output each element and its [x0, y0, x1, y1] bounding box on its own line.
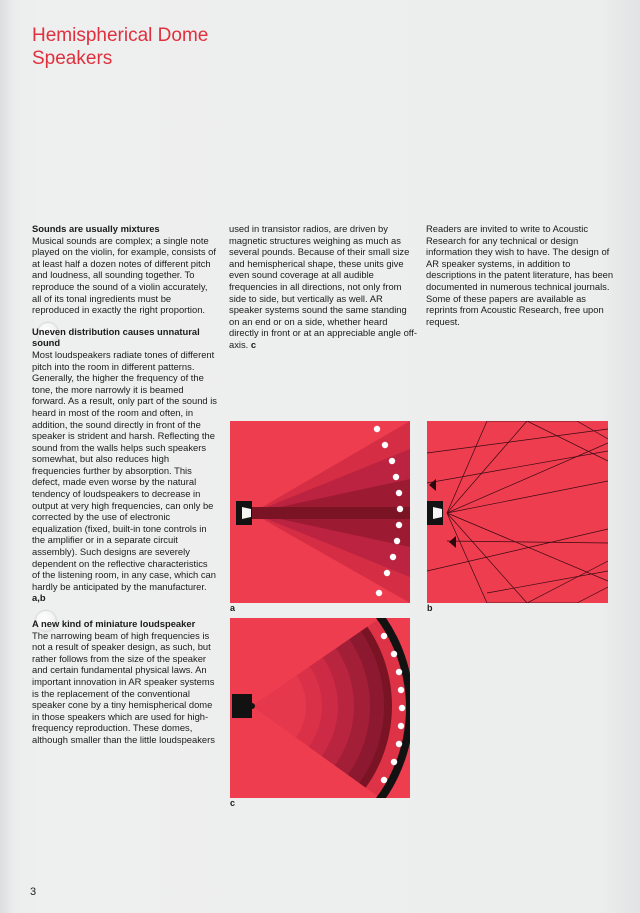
section-mixtures [32, 223, 218, 316]
page-title: Hemispherical Dome Speakers [32, 25, 209, 69]
section-heading-distribution: Uneven distribution causes unnatural sound [32, 325, 200, 349]
figure-b-diagram [427, 421, 608, 603]
section-body-mixtures: Musical sounds are complex; a single note played on the violin, for example, consists of at least half a dozen notes of different pitch and loudness, all sounding together. To reproduce the sound of a violin accurately, all of its tonal ingredients must be reproduced in exactly the right proportion. [32, 234, 216, 316]
text-column-2 [229, 223, 417, 351]
text-column-1 [32, 223, 218, 746]
section-distribution [32, 326, 218, 604]
section-heading-mixtures: Sounds are usually mixtures [32, 223, 160, 234]
column-2-body: used in transistor radios, are driven by magnetic structures weighing as much as several pounds. Because of their small size and hemispherical shape, these units give even sound coverage at all audible frequencies in all directions, not only from side to side, but vertically as well. AR speaker systems sound the same standing on an end or on a side, whether heard directly in front or at an appreciable angle off-axis. [229, 223, 417, 350]
figure-a-diagram [230, 421, 410, 603]
figure-ref-c: c [250, 338, 257, 350]
section-body-miniature: The narrowing beam of high frequencies is not a result of speaker design, as such, but rather follows from the size of the speaker and certain fundamental physical laws. An important innovation in AR speaker systems is the replacement of the conventional speaker cone by a tiny hemispherical dome in those speakers which are used for high-frequency reproduction. These domes, although smaller than the little loudspeakers [32, 629, 215, 745]
figure-a-label: a [230, 603, 236, 613]
section-heading-miniature: A new kind of miniature loudspeaker [32, 618, 196, 629]
figure-c-label: c [230, 798, 236, 808]
section-body-distribution-wrap [32, 349, 218, 604]
figure-c-diagram [230, 618, 410, 798]
figure-b [427, 421, 608, 613]
figure-ref-ab: a,b [32, 592, 46, 604]
text-column-3 [426, 223, 616, 327]
column-3-body: Readers are invited to write to Acoustic Research for any technical or design information they wish to have. The design of AR speaker systems, in addition to descriptions in the patent literature, has been documented in numerous technical journals. Some of these papers are available as reprints from Acoustic Research, free upon request. [426, 223, 614, 327]
page-number: 3 [30, 886, 37, 898]
section-miniature [32, 618, 218, 746]
section-body-distribution: Most loudspeakers radiate tones of different pitch into the room in different patterns. Generally, the higher the frequency of the tone, the more narrowly it is beamed forward. As a result, only part of the sound is heard in most of the room and often, in addition, the sound directly in front of the speaker is strident and harsh. Reflecting the sound from the walls helps such speakers somewhat, but also reduces high frequencies further by absorption. This defect, made even worse by the natural tendency of loudspeakers to decrease in output at very high frequencies, can only be corrected by the use of electronic equalization (fixed, built-in tone controls in the amplifier or in a separate circuit assembly). Such designs are severely dependent on the reflective characteristics of the listening room, in any case, which can hardly be anticipated by the manufacturer. [32, 348, 217, 592]
figure-c [230, 618, 410, 808]
figure-a [230, 421, 410, 613]
column-2-paragraph [229, 223, 417, 351]
figure-b-label: b [427, 603, 433, 613]
